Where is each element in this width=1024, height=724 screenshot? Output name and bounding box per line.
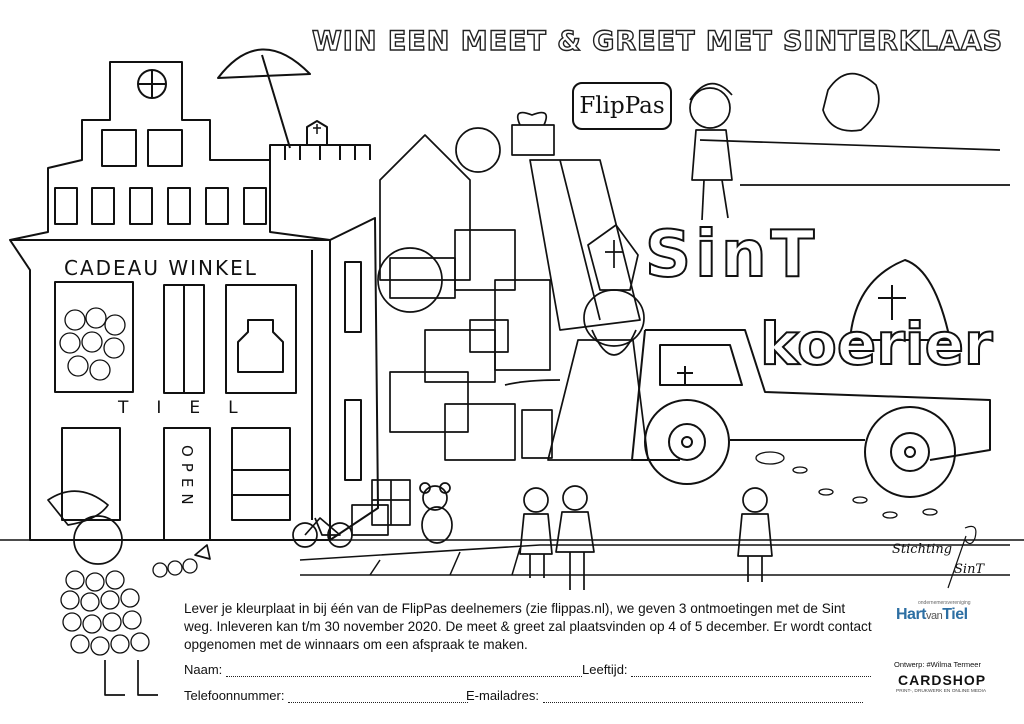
email-label: E-mailadres: bbox=[466, 688, 539, 703]
cardshop-sub: PRINT-, DRUKWERK EN ONLINE MEDIA bbox=[896, 689, 987, 694]
email-field[interactable] bbox=[466, 688, 863, 703]
name-field[interactable] bbox=[184, 662, 582, 677]
page-title: WIN EEN MEET & GREET MET SINTERKLAAS bbox=[312, 26, 1004, 57]
phone-label: Telefoonnummer: bbox=[184, 688, 285, 703]
stichting-sint-logo bbox=[892, 540, 984, 580]
name-line[interactable] bbox=[226, 664, 582, 677]
intro-text: Lever je kleurplaat in bij één van de FlipPas deelnemers (zie flippas.nl), we geven 3 ontmoetingen met de Sint weg. Inleveren kan t/m 30 november 2020. De meet & greet zal plaatsvinden op 4 of 5 december. Er wordt contact opgenomen met de winnaars om een afspraak te maken. bbox=[184, 601, 872, 652]
hart-text: Hart bbox=[896, 606, 927, 623]
shop-city: TIEL bbox=[118, 398, 266, 418]
age-line[interactable] bbox=[631, 664, 871, 677]
hart-van-tiel-logo bbox=[896, 600, 971, 624]
flippas-sign: FlipPas bbox=[572, 82, 672, 130]
truck bbox=[632, 260, 990, 497]
truck-text-sint: SinT bbox=[645, 218, 819, 292]
design-credit: Ontwerp: #Wilma Termeer bbox=[894, 660, 981, 669]
coins bbox=[756, 452, 937, 518]
age-label: Leeftijd: bbox=[582, 662, 628, 677]
cardshop-logo: CARDSHOP bbox=[898, 672, 987, 688]
phone-line[interactable] bbox=[288, 690, 468, 703]
email-line[interactable] bbox=[543, 690, 863, 703]
presents bbox=[352, 113, 640, 535]
tiel-text: Tiel bbox=[942, 606, 968, 623]
phone-field[interactable] bbox=[184, 688, 468, 703]
hart-small-text: ondernemersvereniging bbox=[918, 600, 971, 606]
age-field[interactable] bbox=[582, 662, 871, 677]
sint-text: SinT bbox=[954, 562, 985, 577]
van-text: van bbox=[926, 610, 943, 622]
door-sign: OPEN bbox=[178, 445, 196, 511]
children bbox=[293, 483, 772, 590]
stichting-text: Stichting bbox=[892, 542, 953, 557]
name-label: Naam: bbox=[184, 662, 223, 677]
sinterklaas bbox=[505, 225, 648, 460]
truck-text-koerier: koerier bbox=[760, 310, 993, 378]
shop-sign: CADEAU WINKEL bbox=[64, 256, 258, 280]
